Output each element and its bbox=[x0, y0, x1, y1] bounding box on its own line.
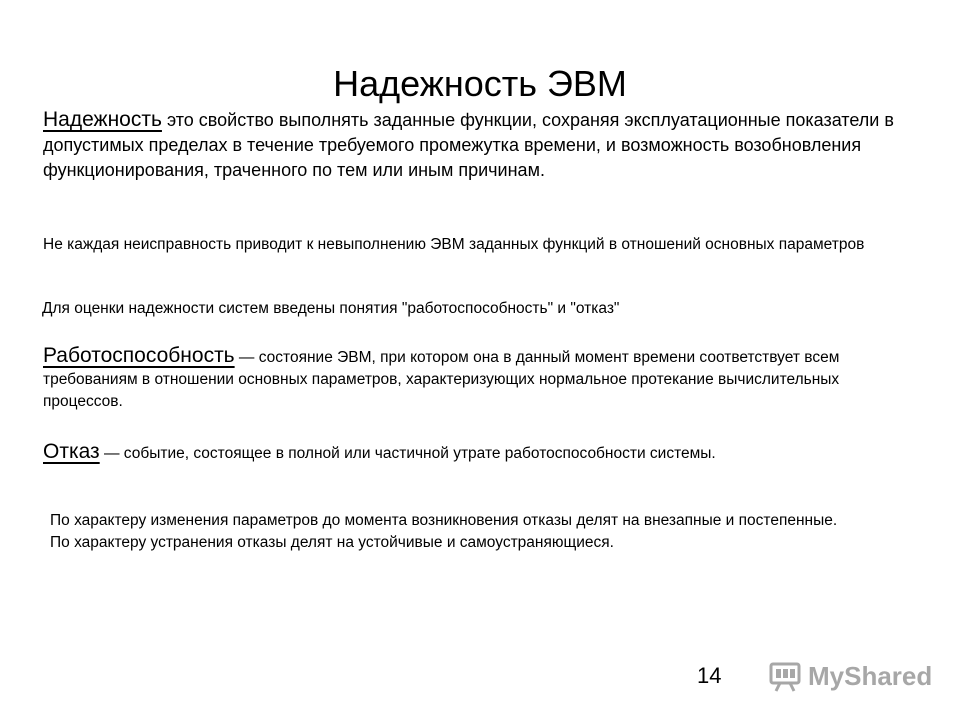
term-operability: Работоспособность bbox=[43, 344, 235, 367]
presentation-board-icon bbox=[768, 659, 802, 693]
reliability-definition-text: это свойство выполнять заданные функции, сохраняя эксплуатационные показатели в допустимых пределах в течение требуемого промежутка времени, и возможность возобновления функционирования, траченного по тем или иным причинам. bbox=[43, 110, 894, 180]
page-number: 14 bbox=[697, 663, 722, 688]
failure-classification bbox=[50, 510, 910, 554]
note-malfunction: Не каждая неисправность приводит к невыполнению ЭВМ заданных функций в отношений основных параметров bbox=[43, 236, 865, 253]
term-reliability: Надежность bbox=[43, 108, 162, 131]
failure-definition-text: — событие, состоящее в полной или частичной утрате работоспособности системы. bbox=[99, 445, 716, 462]
watermark-text: MyShared bbox=[808, 660, 933, 691]
watermark-logo bbox=[768, 655, 932, 697]
note-concepts: Для оценки надежности систем введены понятия "работоспособность" и "отказ" bbox=[42, 300, 620, 317]
term-failure: Отказ bbox=[43, 440, 100, 463]
classification-line-1: По характеру изменения параметров до момента возникновения отказы делят на внезапные и постепенные. bbox=[50, 512, 838, 529]
classification-line-2: По характеру устранения отказы делят на устойчивые и самоустраняющиеся. bbox=[50, 534, 614, 551]
failure-definition bbox=[43, 441, 923, 465]
slide-title: Надежность ЭВМ bbox=[333, 63, 627, 105]
operability-definition bbox=[43, 345, 923, 413]
operability-definition-text: — состояние ЭВМ, при котором она в данный момент времени соответствует всем требованиям в отношении основных параметров, характеризующих нормальное протекание вычислительных процессов. bbox=[43, 349, 840, 410]
reliability-definition bbox=[43, 107, 923, 183]
